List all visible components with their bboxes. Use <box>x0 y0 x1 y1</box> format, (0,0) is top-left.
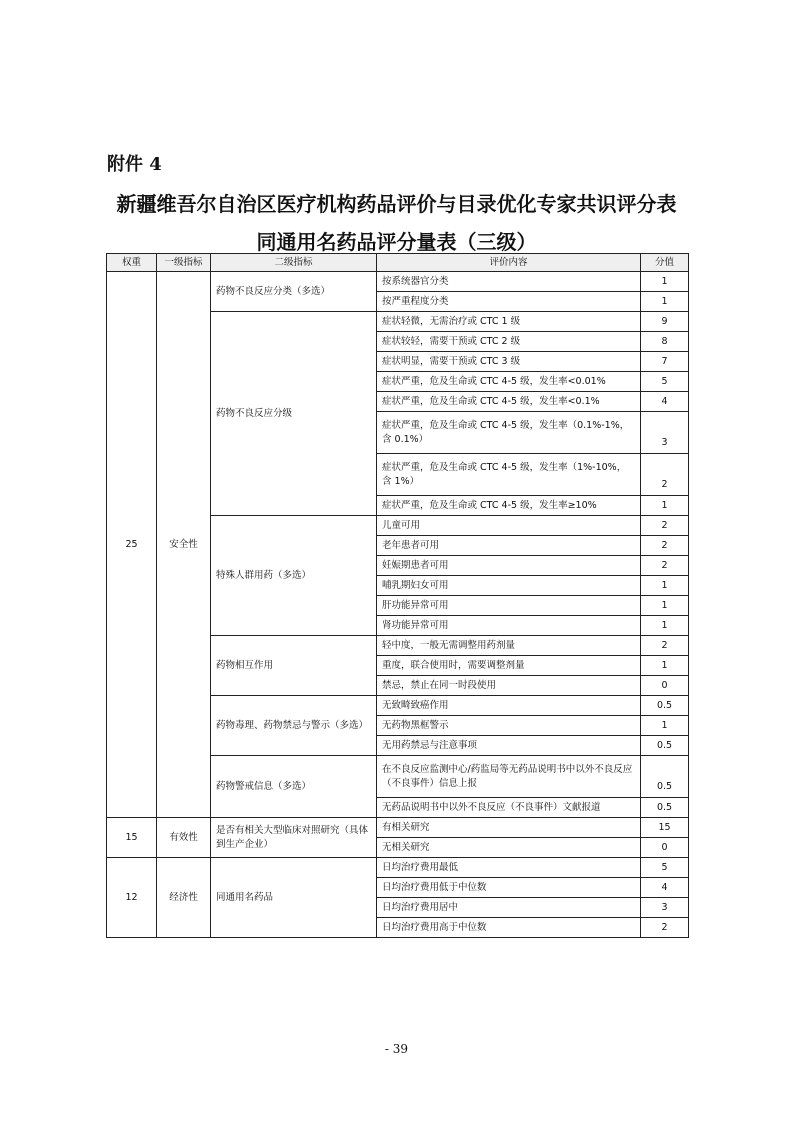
document-subtitle: 同通用名药品评分量表（三级） <box>256 230 537 254</box>
score-cell: 1 <box>641 272 689 292</box>
level1-cell: 经济性 <box>157 858 211 938</box>
content-cell: 日均治疗费用最低 <box>377 858 641 878</box>
score-cell: 15 <box>641 818 689 838</box>
score-cell: 2 <box>641 516 689 536</box>
score-cell: 0.5 <box>641 736 689 756</box>
content-cell: 老年患者可用 <box>377 536 641 556</box>
score-cell: 3 <box>641 412 689 454</box>
content-cell: 症状明显，需要干预或 CTC 3 级 <box>377 352 641 372</box>
table-row <box>107 818 689 838</box>
content-cell: 日均治疗费用高于中位数 <box>377 918 641 938</box>
level1-cell: 安全性 <box>157 272 211 818</box>
content-cell: 症状较轻，需要干预或 CTC 2 级 <box>377 332 641 352</box>
document-title: 新疆维吾尔自治区医疗机构药品评价与目录优化专家共识评分表 <box>116 192 677 216</box>
content-cell: 哺乳期妇女可用 <box>377 576 641 596</box>
content-cell: 症状轻微，无需治疗或 CTC 1 级 <box>377 312 641 332</box>
content-cell: 日均治疗费用低于中位数 <box>377 878 641 898</box>
content-cell: 轻中度，一般无需调整用药剂量 <box>377 636 641 656</box>
content-cell: 儿童可用 <box>377 516 641 536</box>
weight-cell: 15 <box>107 818 157 858</box>
attachment-label: 附件 4 <box>107 154 162 175</box>
level2-cell: 药物不良反应分类（多选） <box>211 272 377 312</box>
header-level1: 一级指标 <box>157 254 211 272</box>
header-score: 分值 <box>641 254 689 272</box>
level1-cell: 有效性 <box>157 818 211 858</box>
level2-cell: 同通用名药品 <box>211 858 377 938</box>
content-cell: 无用药禁忌与注意事项 <box>377 736 641 756</box>
score-cell: 0 <box>641 838 689 858</box>
score-cell: 1 <box>641 656 689 676</box>
score-cell: 7 <box>641 352 689 372</box>
score-cell: 9 <box>641 312 689 332</box>
score-cell: 2 <box>641 454 689 496</box>
level2-cell: 药物毒理、药物禁忌与警示（多选） <box>211 696 377 756</box>
score-cell: 2 <box>641 636 689 656</box>
header-weight: 权重 <box>107 254 157 272</box>
content-cell: 症状严重，危及生命或 CTC 4-5 级，发生率≥10% <box>377 496 641 516</box>
score-cell: 3 <box>641 898 689 918</box>
page-number: - 39 <box>384 1042 409 1056</box>
content-cell: 症状严重，危及生命或 CTC 4-5 级，发生率<0.01% <box>377 372 641 392</box>
scoring-table <box>106 253 689 938</box>
content-cell: 无药品说明书中以外不良反应（不良事件）文献报道 <box>377 798 641 818</box>
score-cell: 5 <box>641 858 689 878</box>
content-cell: 按系统器官分类 <box>377 272 641 292</box>
score-cell: 2 <box>641 918 689 938</box>
score-cell: 1 <box>641 716 689 736</box>
score-cell: 0.5 <box>641 696 689 716</box>
content-cell: 无致畸致癌作用 <box>377 696 641 716</box>
content-cell: 在不良反应监测中心/药监局等无药品说明书中以外不良反应（不良事件）信息上报 <box>377 756 641 798</box>
table-row <box>107 272 689 292</box>
score-cell: 4 <box>641 878 689 898</box>
level2-cell: 是否有相关大型临床对照研究（具体到生产企业） <box>211 818 377 858</box>
score-cell: 1 <box>641 576 689 596</box>
content-cell: 日均治疗费用居中 <box>377 898 641 918</box>
score-cell: 1 <box>641 596 689 616</box>
score-cell: 5 <box>641 372 689 392</box>
weight-cell: 12 <box>107 858 157 938</box>
content-cell: 无相关研究 <box>377 838 641 858</box>
score-cell: 1 <box>641 496 689 516</box>
table-row <box>107 858 689 878</box>
table-header-row <box>107 254 689 272</box>
score-cell: 1 <box>641 292 689 312</box>
content-cell: 重度，联合使用时，需要调整剂量 <box>377 656 641 676</box>
content-cell: 肝功能异常可用 <box>377 596 641 616</box>
header-level2: 二级指标 <box>211 254 377 272</box>
score-cell: 0.5 <box>641 798 689 818</box>
level2-cell: 特殊人群用药（多选） <box>211 516 377 636</box>
content-cell: 症状严重，危及生命或 CTC 4-5 级，发生率（1%-10%，含 1%） <box>377 454 641 496</box>
content-cell: 有相关研究 <box>377 818 641 838</box>
content-cell: 按严重程度分类 <box>377 292 641 312</box>
score-cell: 8 <box>641 332 689 352</box>
content-cell: 禁忌，禁止在同一时段使用 <box>377 676 641 696</box>
weight-cell: 25 <box>107 272 157 818</box>
score-cell: 2 <box>641 536 689 556</box>
level2-cell: 药物不良反应分级 <box>211 312 377 516</box>
level2-cell: 药物警戒信息（多选） <box>211 756 377 818</box>
content-cell: 症状严重，危及生命或 CTC 4-5 级，发生率<0.1% <box>377 392 641 412</box>
score-cell: 4 <box>641 392 689 412</box>
content-cell: 无药物黑框警示 <box>377 716 641 736</box>
content-cell: 妊娠期患者可用 <box>377 556 641 576</box>
level2-cell: 药物相互作用 <box>211 636 377 696</box>
header-content: 评价内容 <box>377 254 641 272</box>
score-cell: 2 <box>641 556 689 576</box>
score-cell: 1 <box>641 616 689 636</box>
score-cell: 0.5 <box>641 756 689 798</box>
content-cell: 肾功能异常可用 <box>377 616 641 636</box>
content-cell: 症状严重，危及生命或 CTC 4-5 级，发生率（0.1%-1%，含 0.1%） <box>377 412 641 454</box>
score-cell: 0 <box>641 676 689 696</box>
